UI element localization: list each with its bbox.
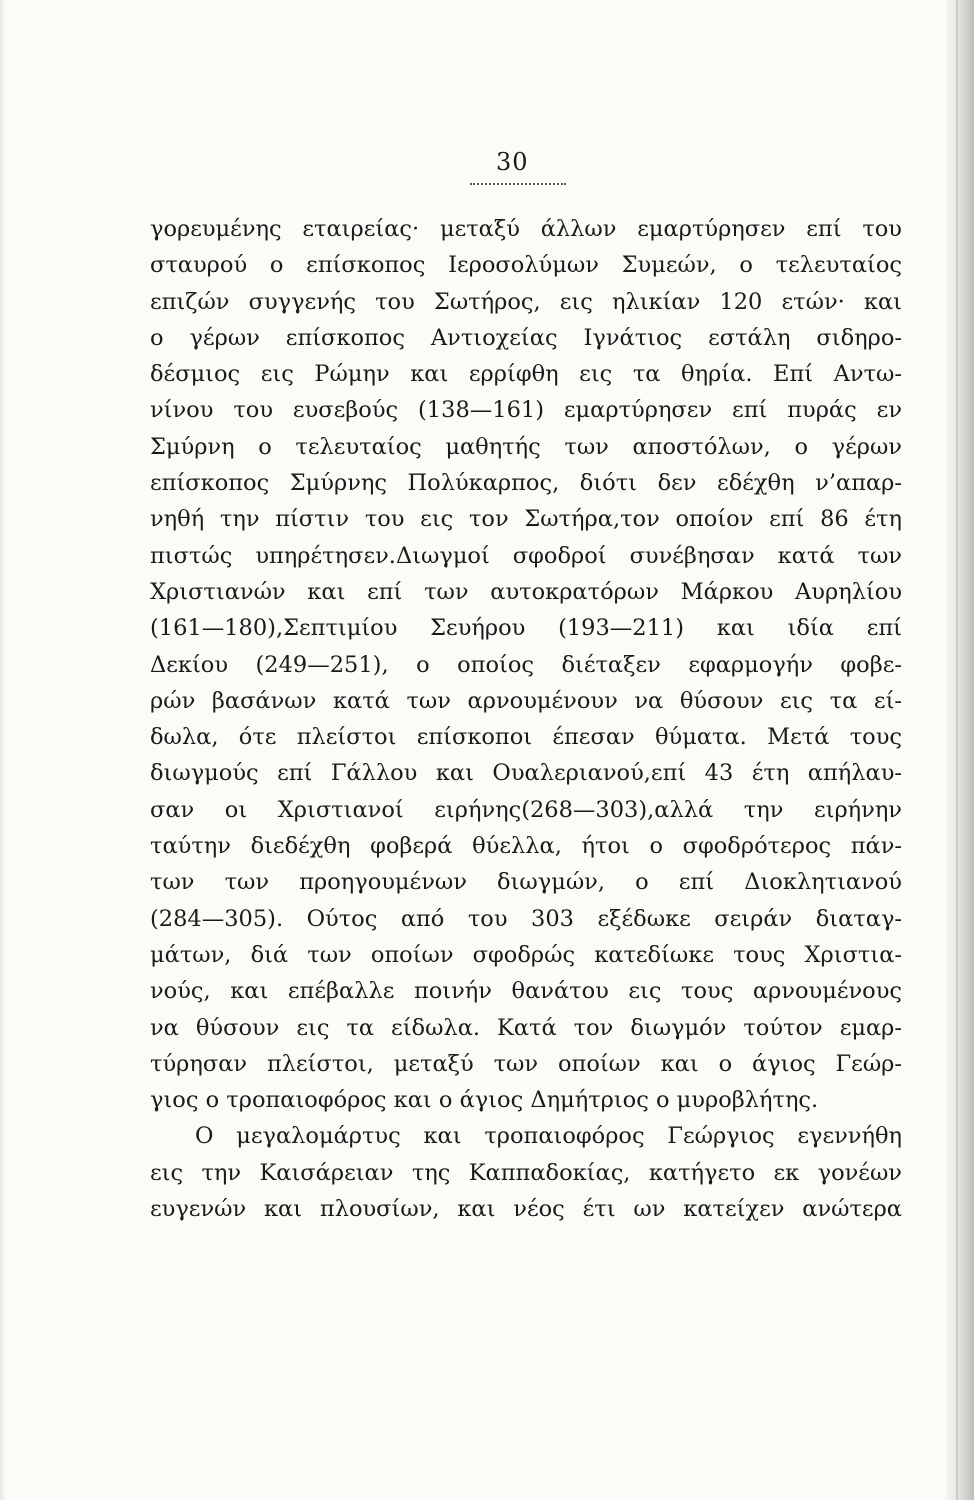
- text-line: νηθή την πίστιν του εις τον Σωτήρα,τον οποίον επί 86 έτη: [150, 506, 902, 533]
- text-line: ευγενών και πλουσίων, και νέος έτι ων κατείχεν ανώτερα: [150, 1196, 902, 1223]
- text-line: γιος ο τροπαιοφόρος και ο άγιος Δημήτριος ο μυροβλήτης.: [150, 1087, 819, 1114]
- text-line: τύρησαν πλείστοι, μεταξύ των οποίων και ο άγιος Γεώρ-: [150, 1050, 902, 1077]
- page-left-edge: [0, 0, 6, 1500]
- text-line: σαν οι Χριστιανοί ειρήνης(268—303),αλλά την ειρήνην: [150, 796, 902, 823]
- text-line: πιστώς υπηρέτησεν.Διωγμοί σφοδροί συνέβησαν κατά των: [150, 542, 902, 569]
- text-line: επιζών συγγενής του Σωτήρος, εις ηλικίαν 120 ετών· και: [150, 288, 902, 315]
- paragraph-start-line: Ο μεγαλομάρτυς και τροπαιοφόρος Γεώργιος εγεννήθη: [195, 1123, 902, 1150]
- text-line: γορευμένης εταιρείας· μεταξύ άλλων εμαρτύρησεν επί του: [150, 216, 902, 242]
- text-line: εις την Καισάρειαν της Καππαδοκίας, κατήγετο εκ γονέων: [150, 1159, 902, 1186]
- text-line: ο γέρων επίσκοπος Αντιοχείας Ιγνάτιος εστάλη σιδηρο-: [150, 324, 902, 351]
- body-text: [150, 211, 902, 1227]
- text-line: σταυρού ο επίσκοπος Ιεροσολύμων Συμεών, ο τελευταίος: [150, 252, 902, 279]
- text-line: Σμύρνη ο τελευταίος μαθητής των αποστόλων, ο γέρων: [150, 433, 902, 460]
- text-line: επίσκοπος Σμύρνης Πολύκαρπος, διότι δεν εδέχθη ν’απαρ-: [150, 470, 902, 497]
- text-line: νίνου του ευσεβούς (138—161) εμαρτύρησεν επί πυράς εν: [150, 397, 902, 424]
- text-line: Δεκίου (249—251), ο οποίος διέταξεν εφαρμογήν φοβε-: [150, 651, 902, 678]
- page-number: 30: [496, 148, 529, 176]
- text-line: νούς, και επέβαλλε ποινήν θανάτου εις τους αρνουμένους: [150, 978, 902, 1005]
- page-binding-edge: [946, 0, 974, 1500]
- text-line: ταύτην διεδέχθη φοβερά θύελλα, ήτοι ο σφοδρότερος πάν-: [150, 833, 902, 860]
- text-line: να θύσουν εις τα είδωλα. Κατά τον διωγμόν τούτον εμαρ-: [150, 1014, 902, 1041]
- text-line: δωλα, ότε πλείστοι επίσκοποι έπεσαν θύματα. Μετά τους: [150, 724, 902, 751]
- text-line: (284—305). Ούτος από του 303 εξέδωκε σειράν διαταγ-: [150, 905, 902, 932]
- text-line: των των προηγουμένων διωγμών, ο επί Διοκλητιανού: [150, 869, 902, 896]
- text-line: (161—180),Σεπτιμίου Σευήρου (193—211) και ιδία επί: [150, 615, 902, 642]
- text-line: Χριστιανών και επί των αυτοκρατόρων Μάρκου Αυρηλίου: [150, 578, 902, 605]
- text-line: διωγμούς επί Γάλλου και Ουαλεριανού,επί 43 έτη απήλαυ-: [150, 760, 902, 787]
- text-line: ρών βασάνων κατά των αρνουμένουν να θύσουν εις τα εί-: [150, 687, 902, 714]
- text-line: μάτων, διά των οποίων σφοδρώς κατεδίωκε τους Χριστια-: [150, 941, 902, 968]
- page-number-rule: [470, 183, 566, 185]
- text-line: δέσμιος εις Ρώμην και ερρίφθη εις τα θηρία. Επί Αντω-: [150, 361, 902, 388]
